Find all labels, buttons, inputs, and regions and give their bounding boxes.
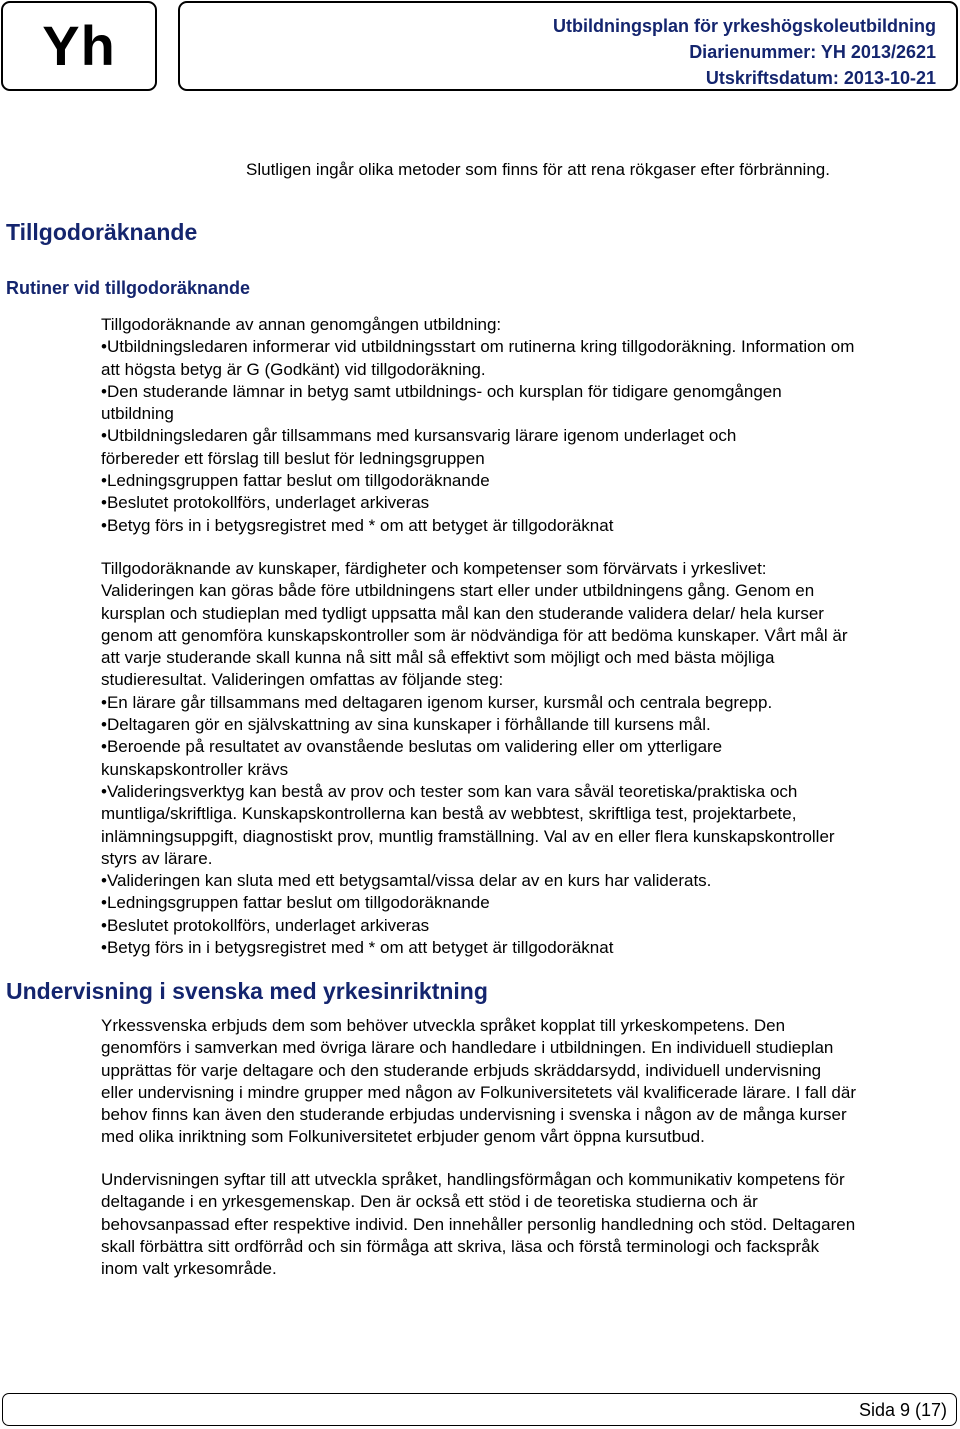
text-line: •Deltagaren gör en självskattning av sina kunskaper i förhållande till kursens mål. — [101, 715, 711, 735]
text-line: studieresultat. Valideringen omfattas av följande steg: — [101, 670, 504, 690]
text-line: •En lärare går tillsammans med deltagaren igenom kurser, kursmål och centrala begrepp. — [101, 692, 773, 712]
text-line: •Beslutet protokollförs, underlaget arkiveras — [101, 493, 430, 513]
text-line: upprättas för varje deltagare och den studerande erbjuds skräddarsydd, individuell undervisning — [101, 1060, 822, 1080]
text-line: utbildning — [101, 404, 174, 424]
svenska-paragraph-2 — [101, 1169, 960, 1280]
text-line: •Beroende på resultatet av ovanstående beslutas om validering eller om ytterligare — [101, 737, 723, 757]
text-line: •Den studerande lämnar in betyg samt utbildnings- och kursplan för tidigare genomgången — [101, 381, 782, 401]
text-line: styrs av lärare. — [101, 848, 213, 868]
svenska-paragraph-1 — [101, 1015, 960, 1149]
heading-undervisning-svenska: Undervisning i svenska med yrkesinriktning — [6, 978, 488, 1004]
text-line: genomförs i samverkan med övriga lärare och handledare i utbildningen. En individuell studieplan — [101, 1038, 834, 1058]
intro-line: Slutligen ingår olika metoder som finns för att rena rökgaser efter förbränning. — [246, 160, 830, 179]
text-line: Yrkessvenska erbjuds dem som behöver utveckla språket kopplat till yrkeskompetens. Den — [101, 1016, 786, 1035]
logo-box — [1, 1, 157, 91]
text-line: •Ledningsgruppen fattar beslut om tillgodoräknande — [101, 471, 490, 491]
document-title: Utbildningsplan för yrkeshögskoleutbildning — [552, 16, 936, 36]
text-line: behov finns kan även den studerande erbjudas undervisning i svenska i någon av de många kurser — [101, 1105, 847, 1125]
text-line: inom valt yrkesområde. — [101, 1259, 277, 1279]
text-line: •Beslutet protokollförs, underlaget arkiveras — [101, 915, 430, 935]
document-header — [178, 1, 958, 91]
text-line: Tillgodoräknande av annan genomgången utbildning: — [101, 315, 502, 334]
page-number: Sida 9 (17) — [858, 1400, 947, 1420]
text-line: kunskapskontroller krävs — [101, 759, 289, 779]
text-line: skall förbättra sitt ordförråd och sin förmåga att skriva, läsa och förstå terminologi och fackspråk — [101, 1236, 820, 1256]
tillgodo-block-1 — [101, 314, 960, 537]
text-line: förbereder ett förslag till beslut för ledningsgruppen — [101, 448, 485, 468]
text-line: eller undervisning i mindre grupper med någon av Folkuniversitetets väl kvalificerade lärare. I fall där — [101, 1082, 856, 1102]
text-line: •Valideringsverktyg kan bestå av prov och tester som kan vara såväl teoretiska/praktiska och — [101, 781, 798, 801]
text-line: •Ledningsgruppen fattar beslut om tillgodoräknande — [101, 893, 490, 913]
page-footer — [2, 1393, 957, 1426]
text-line: med olika inriktning som Folkuniversitetet erbjuder genom vårt öppna kursutbud. — [101, 1127, 705, 1147]
text-line: Tillgodoräknande av kunskaper, färdigheter och kompetenser som förvärvats i yrkeslivet: — [101, 559, 767, 578]
text-line: •Utbildningsledaren går tillsammans med kursansvarig lärare igenom underlaget och — [101, 426, 737, 446]
tillgodo-block-2 — [101, 558, 960, 959]
text-line: •Betyg förs in i betygsregistret med * om att betyget är tillgodoräknat — [101, 515, 614, 535]
text-line: muntliga/skriftliga. Kunskapskontrollerna kan bestå av webbtest, skriftliga test, projektarbete, — [101, 804, 797, 824]
diarienummer: Diarienummer: YH 2013/2621 — [689, 42, 936, 62]
text-line: Valideringen kan göras både före utbildningens start eller under utbildningens gång. Genom en — [101, 581, 815, 601]
text-line: deltagande i en yrkesgemenskap. Den är också ett stöd i de teoretiska studierna och är — [101, 1192, 758, 1212]
text-line: genom att genomföra kunskapskontroller som är nödvändiga för att bedöma kunskaper. Vårt mål är — [101, 625, 848, 645]
subheading-rutiner: Rutiner vid tillgodoräknande — [6, 278, 251, 298]
text-line: •Utbildningsledaren informerar vid utbildningsstart om rutinerna kring tillgodoräkning. Information om — [101, 337, 855, 357]
yh-logo: Yh — [42, 14, 116, 77]
text-line: •Betyg förs in i betygsregistret med * om att betyget är tillgodoräknat — [101, 938, 614, 958]
text-line: kursplan och studieplan med tydligt uppsatta mål kan den studerande validera delar/ hela kurser — [101, 603, 824, 623]
text-line: behovsanpassad efter respektive individ. Den innehåller personlig handledning och stöd. Deltagaren — [101, 1214, 856, 1234]
text-line: Undervisningen syftar till att utveckla språket, handlingsförmågan och kommunikativ kompetens för — [101, 1170, 845, 1189]
text-line: inlämningsuppgift, diagnostiskt prov, muntlig framställning. Val av en eller flera kunskapskontroller — [101, 826, 835, 846]
heading-tillgodoraknande: Tillgodoräknande — [6, 219, 198, 245]
text-line: att varje studerande skall kunna nå sitt mål så effektivt som möjligt och med bästa möjliga — [101, 648, 775, 668]
print-date: Utskriftsdatum: 2013-10-21 — [705, 68, 936, 88]
text-line: •Valideringen kan sluta med ett betygsamtal/vissa delar av en kurs har validerats. — [101, 871, 712, 891]
text-line: att högsta betyg är G (Godkänt) vid tillgodoräkning. — [101, 359, 486, 379]
